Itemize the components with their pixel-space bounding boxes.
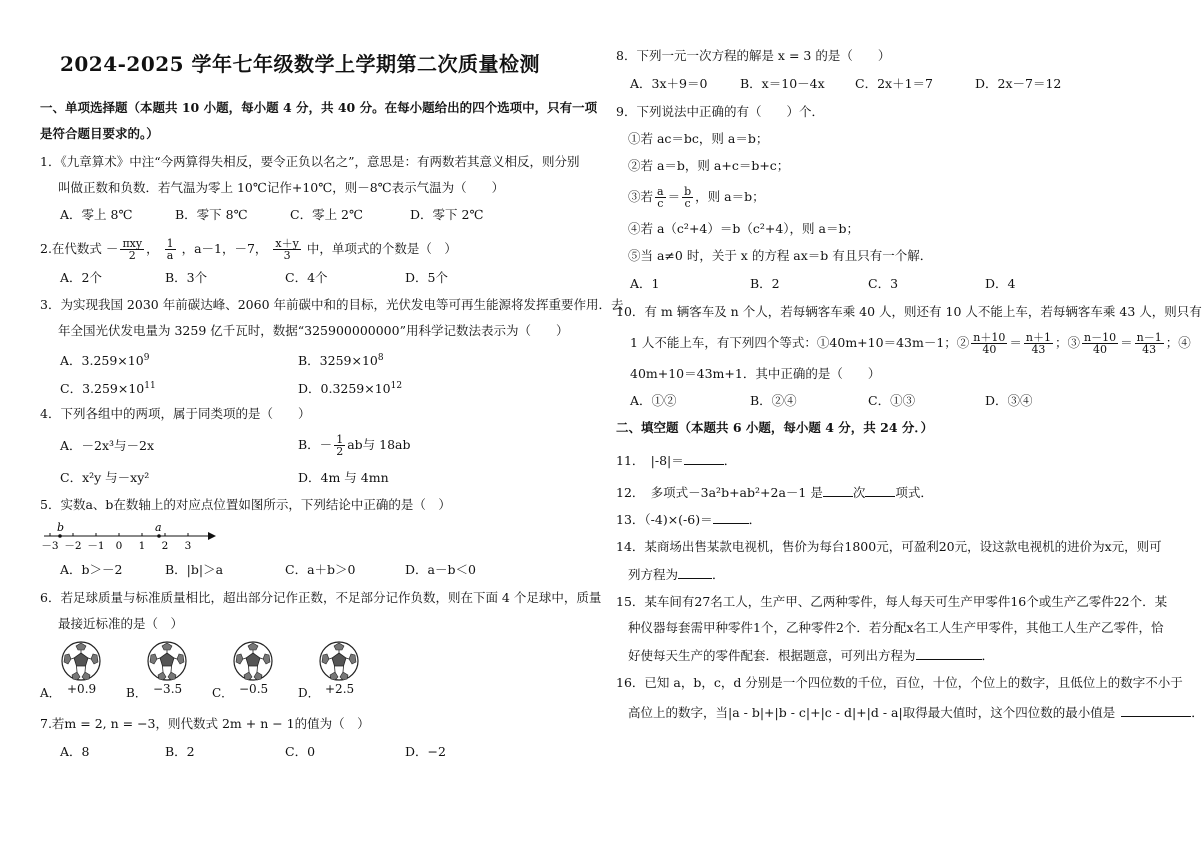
q9-statement-1: ①若 ac＝bc，则 a＝b； <box>628 131 769 146</box>
q9-option-d: D．4 <box>985 276 1016 291</box>
section1-heading-cont: 是符合题目要求的。） <box>40 126 159 141</box>
q16-line1: 16．已知 a，b，c，d 分别是一个四位数的千位，百位，十位，个位上的数字，且低位上的数字不小于 <box>616 675 1183 690</box>
soccer-ball-icon <box>60 640 102 686</box>
q7-option-a: A．8 <box>60 744 90 759</box>
q9-statement-5: ⑤当 a≠0 时，关于 x 的方程 ax＝b 有且只有一个解． <box>628 248 933 263</box>
q5-option-d: D．a－b＜0 <box>405 562 476 577</box>
soccer-ball-value: +2.5 <box>325 682 355 696</box>
number-line-tick-label: －3 <box>41 540 59 552</box>
q6-line1: 6．若足球质量与标准质量相比，超出部分记作正数，不足部分记作负数，则在下面 4 个足球中，质量 <box>40 590 602 605</box>
number-line-tick-label: 2 <box>161 540 169 552</box>
q7-option-c: C．0 <box>285 744 316 759</box>
page-title: 2024-2025 学年七年级数学上学期第二次质量检测 <box>59 52 541 76</box>
q4-option-a: A．－2x³与－2x <box>60 438 155 453</box>
soccer-ball-value: −3.5 <box>153 682 183 696</box>
q10-line1: 10．有 m 辆客车及 n 个人，若每辆客车乘 40 人，则还有 10 人不能上车，若每辆客车乘 43 人，则只有 <box>616 304 1202 319</box>
point-b-label: b <box>57 521 65 534</box>
soccer-ball-option <box>212 640 302 700</box>
number-line-tick-label: －2 <box>64 540 82 552</box>
q5-option-c: C．a＋b＞0 <box>285 562 356 577</box>
soccer-ball-option <box>40 640 130 700</box>
q13: 13．（-4)×(-6)＝ ． <box>616 512 762 527</box>
q5-option-a: A．b＞－2 <box>60 562 123 577</box>
q3-option-a: A．$3.259\times 10^9$ <box>60 353 150 369</box>
q10-option-b: B．②④ <box>750 393 797 408</box>
q2-mid: ，a－1，－7， <box>181 241 268 256</box>
q14-line1: 14．某商场出售某款电视机，售价为每台1800元，可盈利20元，设这款电视机的进价为x元，则可 <box>616 539 1162 554</box>
soccer-ball-letter: D． <box>298 686 320 700</box>
q9-option-a: A．1 <box>630 276 660 291</box>
q2-option-d: D．5个 <box>405 270 448 285</box>
point-a <box>157 534 161 538</box>
q8-option-c: C．2x＋1＝7 <box>855 76 933 91</box>
q9-statement-2: ②若 a＝b，则 a+c＝b+c； <box>628 158 790 173</box>
soccer-ball-value: +0.9 <box>67 682 97 696</box>
section1-heading: 一、单项选择题（本题共 10 小题，每小题 4 分，共 40 分。在每小题给出的四个选项中，只有一项 <box>40 100 598 115</box>
q8-option-a: A．3x＋9＝0 <box>630 76 708 91</box>
q10-line2: 1 人不能上车，有下列四个等式：①40m+10＝43m－1；② $\frac{n+10}{40}$ ＝ $\frac{n+1}{43}$ ；③ $\frac{n-10}{40}$ ＝ $\frac{n-1}{43}$ ；④ <box>630 331 1191 356</box>
q4-option-b: B．－ $\frac{1}{2}$ ab与 18ab <box>298 433 411 458</box>
q2-fraction-1: $\frac{\text{πxy}}{2}$ <box>122 237 143 262</box>
q1-option-a: A．零上 8℃ <box>60 207 133 222</box>
soccer-ball-option <box>298 640 388 700</box>
q9-line1: 9．下列说法中正确的有（ ）个． <box>616 104 824 119</box>
number-line <box>42 522 217 554</box>
q2-fraction-3: $\frac{x+y}{3}$ <box>275 237 299 262</box>
q4-line1: 4．下列各组中的两项，属于同类项的是（ ） <box>40 406 311 421</box>
soccer-ball-icon <box>318 640 360 686</box>
q2-suffix: 中，单项式的个数是（ ） <box>306 241 457 256</box>
q3-option-d: D．$0.3259\times 10^{12}$ <box>298 381 403 397</box>
number-line-tick-label: 3 <box>184 540 192 552</box>
q2-fraction-2: $\frac{1}{a}$ <box>166 237 174 262</box>
q10-option-a: A．①② <box>630 393 677 408</box>
q8-option-d: D．2x－7＝12 <box>975 76 1062 91</box>
q9-option-b: B．2 <box>750 276 780 291</box>
q3-option-c: C．$3.259\times 10^{11}$ <box>60 381 156 397</box>
q2-prefix: 2.在代数式 <box>40 241 102 256</box>
q3-option-b: B．$3259\times 10^8$ <box>298 353 384 369</box>
number-line-tick-label: 0 <box>115 540 123 552</box>
q4-option-c: C．x²y 与－xy² <box>60 470 150 485</box>
soccer-ball-letter: C． <box>212 686 234 700</box>
soccer-ball-value: −0.5 <box>239 682 269 696</box>
q2-option-b: B．3个 <box>165 270 208 285</box>
number-line-tick-label: －1 <box>87 540 105 552</box>
q2-option-c: C．4个 <box>285 270 328 285</box>
soccer-ball-letter: B． <box>126 686 147 700</box>
q9-statement-3: ③若 $\frac{a}{c}$ ＝ $\frac{b}{c}$ ，则 a＝b； <box>628 185 765 210</box>
q7-line1: 7.若m = 2, n = −3，则代数式 2m + n − 1的值为（ ） <box>40 716 370 731</box>
point-b <box>58 534 62 538</box>
soccer-ball-letter: A． <box>40 686 61 700</box>
q10-option-c: C．①③ <box>868 393 916 408</box>
section2-heading: 二、填空题（本题共 6 小题，每小题 4 分，共 24 分．） <box>616 420 934 435</box>
q16-line2: 高位上的数字，当|a - b|+|b - c|+|c - d|+|d - a|取得最大值时，这个四位数的最小值是 ． <box>628 705 1204 720</box>
q8-line1: 8．下列一元一次方程的解是 x = 3 的是（ ） <box>616 48 891 63</box>
soccer-ball-icon <box>146 640 188 686</box>
q5-option-b: B．|b|＞a <box>165 562 224 577</box>
q7-option-d: D．−2 <box>405 744 446 759</box>
q9-statement-4: ④若 a（c²+4）＝b（c²+4），则 a＝b； <box>628 221 859 236</box>
q15-line2: 种仪器每套需甲种零件1个，乙种零件2个．若分配x名工人生产甲零件，其他工人生产乙零件，恰 <box>628 620 1164 635</box>
q2-line: 2.在代数式 － $\frac{\text{πxy}}{2}$ ， $\frac{1}{a}$ ，a－1，－7， $\frac{x+y}{3}$ 中，单项式的个数是（ ） <box>40 237 457 262</box>
q6-line2: 最接近标准的是（ ） <box>58 616 184 631</box>
q4-option-d: D．4m 与 4mn <box>298 470 389 485</box>
q1-option-b: B．零下 8℃ <box>175 207 248 222</box>
point-a-label: a <box>155 521 162 534</box>
q14-line2: 列方程为 ． <box>628 567 725 582</box>
q1-line2: 叫做正数和负数．若气温为零上 10℃记作+10℃，则－8℃表示气温为（ ） <box>58 180 505 195</box>
q15-line3: 好使每天生产的零件配套．根据题意，可列出方程为 ． <box>628 648 995 663</box>
q3-line2: 年全国光伏发电量为 3259 亿千瓦时，数据“325900000000”用科学记数法表示为（ ） <box>58 323 569 338</box>
q8-option-b: B．x＝10－4x <box>740 76 825 91</box>
q7-option-b: B．2 <box>165 744 195 759</box>
q11: 11． |-8|＝ ． <box>616 453 737 468</box>
q1-line1: 1．《九章算术》中注“今两算得失相反，要令正负以名之”，意思是：有两数若其意义相反，则分别 <box>40 154 580 169</box>
q10-line3: 40m+10＝43m+1．其中正确的是（ ） <box>630 366 881 381</box>
q12: 12． 多项式－3a²b+ab²+2a－1 是 次 项式． <box>616 485 933 500</box>
q15-line1: 15．某车间有27名工人，生产甲、乙两种零件，每人每天可生产甲零件16个或生产乙零件22个．某 <box>616 594 1168 609</box>
number-line-tick-label: 1 <box>138 540 146 552</box>
q5-line1: 5．实数a、b在数轴上的对应点位置如图所示，下列结论中正确的是（ ） <box>40 497 451 512</box>
q1-option-c: C．零上 2℃ <box>290 207 363 222</box>
soccer-ball-option <box>126 640 216 700</box>
soccer-ball-icon <box>232 640 274 686</box>
q9-option-c: C．3 <box>868 276 899 291</box>
q3-line1: 3．为实现我国 2030 年前碳达峰、2060 年前碳中和的目标，光伏发电等可再生能源将发挥重要作用．去 <box>40 297 624 312</box>
q1-option-d: D．零下 2℃ <box>410 207 484 222</box>
q10-option-d: D．③④ <box>985 393 1033 408</box>
q2-option-a: A．2个 <box>60 270 102 285</box>
